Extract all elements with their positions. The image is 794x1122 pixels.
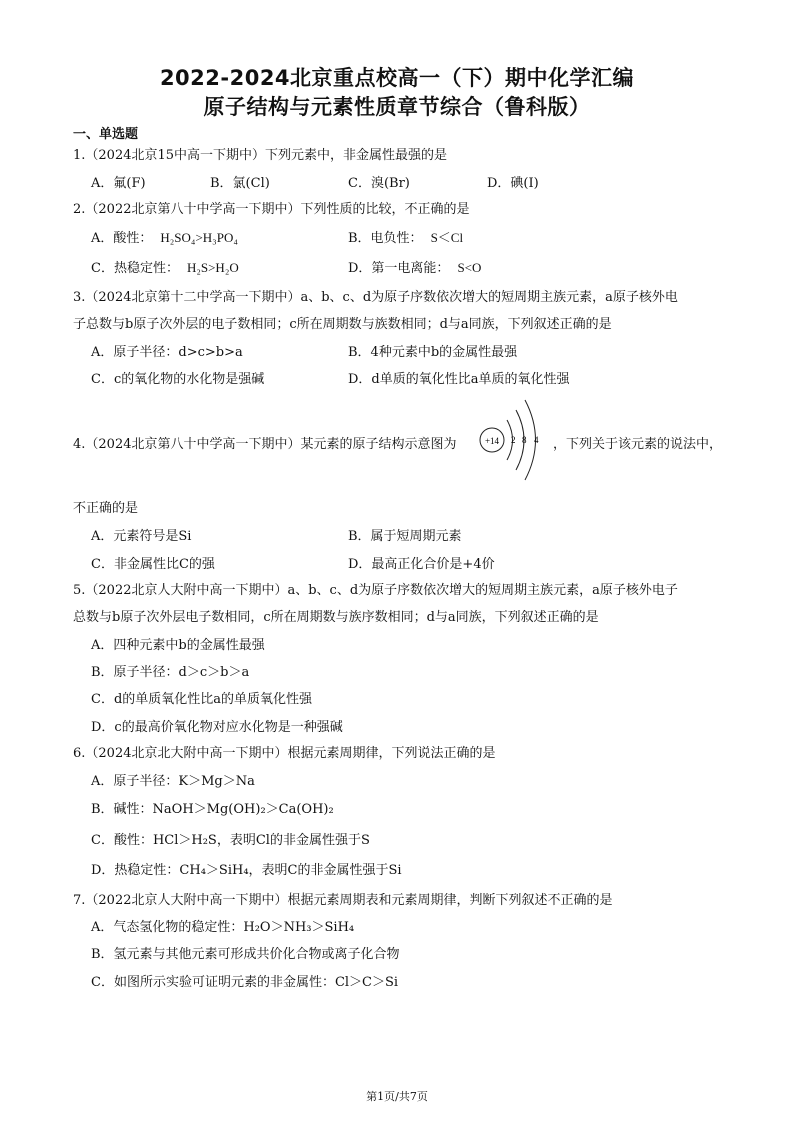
q2-option-a-formula: H₂SO₄>H₃PO₄ <box>160 230 238 245</box>
question-5-stem-line1: 5.（2022北京人大附中高一下期中）a、b、c、d为原子序数依次增大的短周期主族元素，a原子核外电子 <box>73 583 678 598</box>
q3-option-c: C．c的氧化物的水化物是强碱 <box>91 372 265 387</box>
q4-option-d: D．最高正化合价是+4价 <box>348 557 495 572</box>
shell-electrons-2: 8 <box>522 435 527 445</box>
q5-option-b: B．原子半径：d＞c＞b＞a <box>91 665 250 680</box>
q2-option-c <box>91 257 239 276</box>
page-title: 2022-2024北京重点校高一（下）期中化学汇编 <box>159 66 635 90</box>
q2-option-b <box>348 227 463 246</box>
q1-option-b: B．氯(Cl) <box>210 176 270 191</box>
q7-option-b: B．氢元素与其他元素可形成共价化合物或离子化合物 <box>91 947 400 962</box>
q1-option-d: D．碘(I) <box>487 176 539 191</box>
question-2-stem: 2.（2022北京第八十中学高一下期中）下列性质的比较，不正确的是 <box>73 202 470 217</box>
q2-option-b-label: B．电负性： <box>348 231 423 246</box>
question-4-stem-line2: 不正确的是 <box>73 501 139 516</box>
atomic-structure-diagram <box>478 398 552 482</box>
page-subtitle: 原子结构与元素性质章节综合（鲁科版） <box>203 95 591 119</box>
page-footer: 第1页/共7页 <box>366 1090 428 1103</box>
question-4-stem-line1: 4.（2024北京第八十中学高一下期中）某元素的原子结构示意图为 <box>73 437 457 452</box>
q2-option-b-formula: S＜Cl <box>430 230 464 245</box>
section-heading: 一、单选题 <box>73 127 139 142</box>
question-1-stem: 1.（2024北京15中高一下期中）下列元素中，非金属性最强的是 <box>73 148 448 163</box>
question-6-stem: 6.（2024北京北大附中高一下期中）根据元素周期律，下列说法正确的是 <box>73 746 496 761</box>
question-7-stem: 7.（2022北京人大附中高一下期中）根据元素周期表和元素周期律，判断下列叙述不正确的是 <box>73 893 613 908</box>
question-3-stem-line1: 3.（2024北京第十二中学高一下期中）a、b、c、d为原子序数依次增大的短周期主族元素，a原子核外电 <box>73 290 678 305</box>
q2-option-d-label: D．第一电离能： <box>348 261 450 276</box>
q6-option-d: D．热稳定性：CH₄＞SiH₄，表明C的非金属性强于Si <box>91 863 402 878</box>
q6-option-b: B．碱性：NaOH＞Mg(OH)₂＞Ca(OH)₂ <box>91 802 334 817</box>
nucleus-charge: +14 <box>484 436 500 446</box>
question-4-stem-tail: ，下列关于该元素的说法中， <box>553 437 723 452</box>
q7-option-c: C．如图所示实验可证明元素的非金属性：Cl＞C＞Si <box>91 975 399 990</box>
q2-option-d-formula: S<O <box>457 260 482 275</box>
shell-electrons-1: 2 <box>511 435 516 445</box>
q2-option-c-formula: H₂S>H₂O <box>186 260 239 275</box>
q5-option-a: A．四种元素中b的金属性最强 <box>91 638 265 653</box>
question-3-stem-line2: 子总数与b原子次外层的电子数相同；c所在周期数与族数相同；d与a同族，下列叙述正确的是 <box>73 317 612 332</box>
q2-option-a-label: A．酸性： <box>91 231 153 246</box>
q3-option-a: A．原子半径：d>c>b>a <box>91 345 243 360</box>
q7-option-a: A．气态氢化物的稳定性：H₂O＞NH₃＞SiH₄ <box>91 920 355 935</box>
q4-option-a: A．元素符号是Si <box>91 529 192 544</box>
q4-option-c: C．非金属性比C的强 <box>91 557 215 572</box>
q2-option-d <box>348 257 481 276</box>
q5-option-c: C．d的单质氧化性比a的单质氧化性强 <box>91 692 313 707</box>
q6-option-c: C．酸性：HCl＞H₂S，表明Cl的非金属性强于S <box>91 833 370 848</box>
q5-option-d: D．c的最高价氧化物对应水化物是一种强碱 <box>91 720 343 735</box>
q4-option-b: B．属于短周期元素 <box>348 529 462 544</box>
q3-option-b: B．4种元素中b的金属性最强 <box>348 345 518 360</box>
shell-electrons-3: 4 <box>534 435 539 445</box>
q2-option-a <box>91 227 238 246</box>
q1-option-c: C．溴(Br) <box>348 176 410 191</box>
q6-option-a: A．原子半径：K＞Mg＞Na <box>91 774 255 789</box>
q3-option-d: D．d单质的氧化性比a单质的氧化性强 <box>348 372 570 387</box>
q2-option-c-label: C．热稳定性： <box>91 261 179 276</box>
q1-option-a: A．氟(F) <box>91 176 146 191</box>
question-5-stem-line2: 总数与b原子次外层电子数相同，c所在周期数与族序数相同；d与a同族，下列叙述正确的是 <box>73 610 599 625</box>
